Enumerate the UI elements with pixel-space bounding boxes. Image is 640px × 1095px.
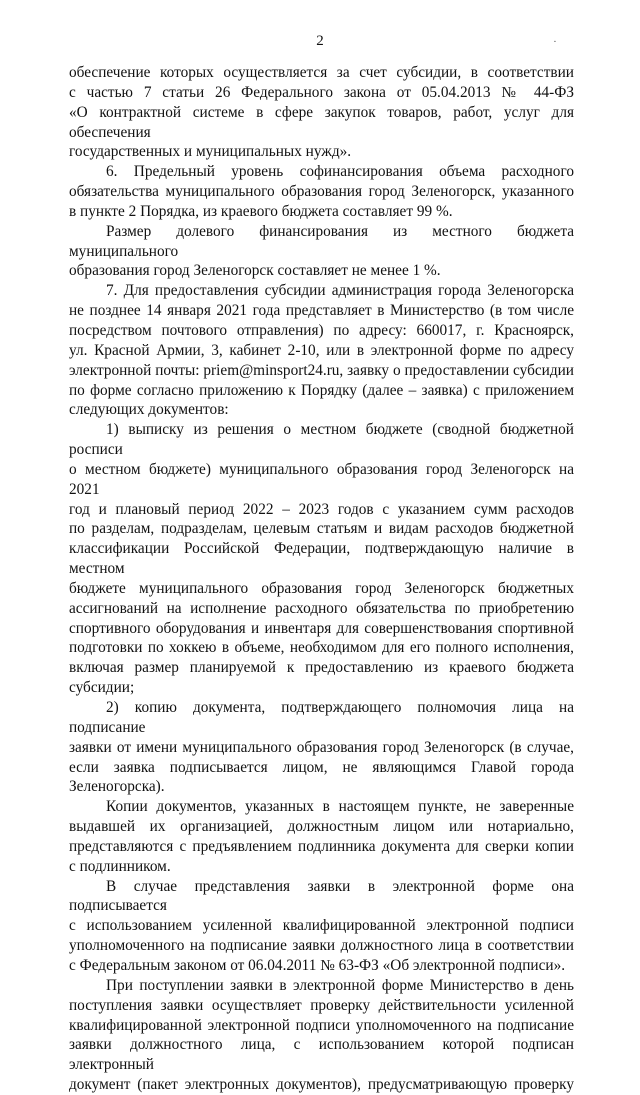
- text-line: с частью 7 статьи 26 Федерального закона от 05.04.2013 № 44-ФЗ: [69, 83, 574, 101]
- text-line: представляются с предъявлением подлинника документа для сверки копии: [69, 837, 574, 855]
- text-line: 1) выписку из решения о местном бюджете (сводной бюджетной росписи: [69, 421, 574, 459]
- text-line: заявки от имени муниципального образования город Зеленогорск (в случае,: [69, 738, 574, 756]
- page-number: 2: [316, 33, 324, 49]
- text-line: выдавшей их организацией, должностным лицом или нотариально,: [69, 818, 574, 836]
- text-line: не позднее 14 января 2021 года представляет в Министерство (в том числе: [69, 302, 574, 320]
- text-line: Копии документов, указанных в настоящем пункте, не заверенные: [106, 798, 574, 816]
- text-line: образования город Зеленогорск составляет не менее 1 %.: [69, 262, 441, 280]
- text-line: обеспечение которых осуществляется за счет субсидии, в соответствии: [69, 64, 574, 81]
- document-body: [69, 63, 574, 1095]
- text-line: подготовки по хоккею в объеме, необходимом для его полного исполнения,: [69, 639, 574, 657]
- text-line: с Федеральным законом от 06.04.2011 № 63-ФЗ «Об электронной подписи».: [69, 956, 566, 974]
- text-line: бюджете муниципального образования город Зеленогорск бюджетных: [69, 579, 574, 597]
- text-line: субсидии;: [69, 679, 135, 697]
- text-line: с использованием усиленной квалифицированной электронной подписи: [69, 917, 574, 935]
- text-line: спортивного оборудования и инвентаря для совершенствования спортивной: [69, 619, 574, 637]
- text-line: документ (пакет электронных документов), предусматривающую проверку: [69, 1076, 574, 1094]
- text-line: классификации Российской Федерации, подтверждающую наличие в местном: [69, 540, 574, 578]
- text-line: 6. Предельный уровень софинансирования объема расходного: [106, 163, 574, 181]
- text-line: с подлинником.: [69, 857, 171, 875]
- text-line: «О контрактной системе в сфере закупок товаров, работ, услуг для обеспечения: [69, 103, 574, 141]
- text-line: о местном бюджете) муниципального образования город Зеленогорск на 2021: [69, 460, 574, 498]
- text-line: В случае представления заявки в электронной форме она подписывается: [69, 877, 574, 915]
- text-line: Зеленогорска).: [69, 778, 165, 796]
- text-line: ул. Красной Армии, 3, кабинет 2-10, или в электронной форме по адресу: [69, 341, 574, 359]
- text-line: обязательства муниципального образования город Зеленогорск, указанного: [69, 183, 574, 201]
- text-line: Размер долевого финансирования из местного бюджета муниципального: [69, 222, 574, 260]
- text-line: заявки должностного лица, с использованием которой подписан электронный: [69, 1036, 574, 1074]
- text-line: по разделам, подразделам, целевым статьям и видам расходов бюджетной: [69, 520, 574, 538]
- text-line: 2) копию документа, подтверждающего полномочия лица на подписание: [69, 699, 574, 736]
- text-line: 7. Для предоставления субсидии администрация города Зеленогорска: [106, 282, 574, 300]
- text-line: государственных и муниципальных нужд».: [69, 143, 352, 161]
- text-line: год и плановый период 2022 – 2023 годов с указанием сумм расходов: [69, 500, 574, 518]
- text-line: по форме согласно приложению к Порядку (далее – заявка) с приложением: [69, 381, 574, 399]
- text-line: в пункте 2 Порядка, из краевого бюджета составляет 99 %.: [69, 202, 453, 220]
- text-line: если заявка подписывается лицом, не являющимся Главой города: [69, 758, 574, 776]
- text-line: следующих документов:: [69, 401, 229, 419]
- text-line: квалифицированной электронной подписи уполномоченного на подписание: [69, 1016, 574, 1034]
- text-line: посредством почтового отправления) по адресу: 660017, г. Красноярск,: [69, 321, 574, 339]
- text-line: При поступлении заявки в электронной форме Министерство в день: [106, 976, 574, 994]
- text-line: поступления заявки осуществляет проверку действительности усиленной: [69, 996, 574, 1014]
- text-line: электронной почты: priem@minsport24.ru, заявку о предоставлении субсидии: [69, 361, 574, 379]
- text-line: уполномоченного на подписание заявки должностного лица в соответствии: [69, 937, 574, 955]
- scan-mark: ·: [552, 35, 558, 49]
- text-line: включая размер планируемой к предоставлению из краевого бюджета: [69, 659, 574, 677]
- text-line: ассигнований на исполнение расходного обязательства по приобретению: [69, 599, 574, 617]
